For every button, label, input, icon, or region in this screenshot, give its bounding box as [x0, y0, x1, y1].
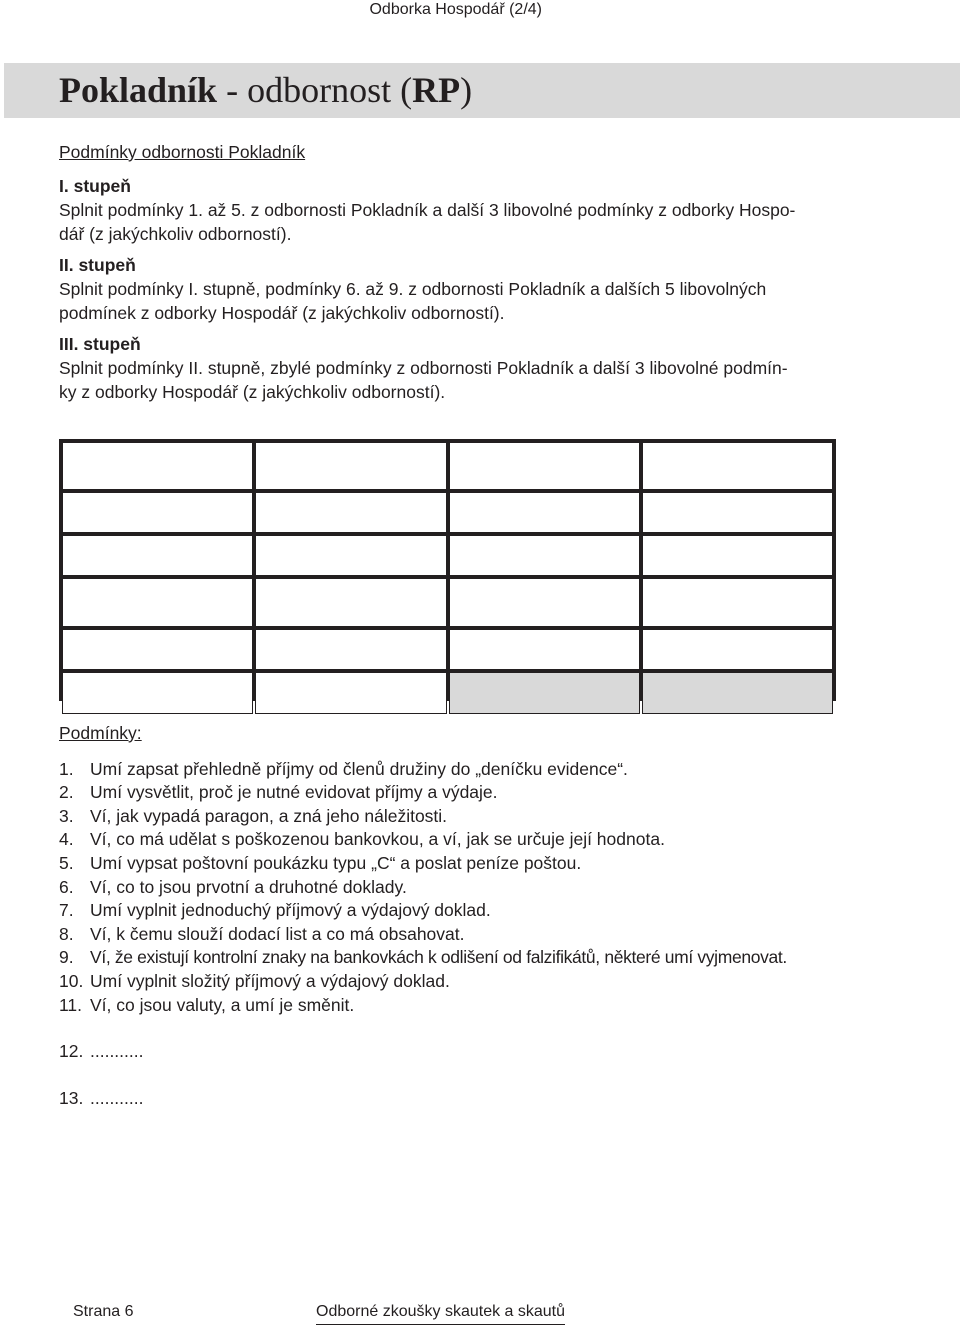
- requirement-item: [59, 805, 859, 829]
- level-text: [59, 277, 839, 325]
- grid-cell: [62, 672, 253, 714]
- requirement-number: 1.: [59, 758, 74, 779]
- grid-cell-shaded: [642, 672, 833, 714]
- grid-cell: [449, 492, 640, 533]
- level-line: Splnit podmínky II. stupně, zbylé podmínky z odbornosti Pokladník a další 3 libovolné podmín-: [59, 358, 788, 378]
- level-3: [59, 332, 839, 404]
- requirement-item: [59, 970, 859, 994]
- requirement-item: [59, 876, 859, 900]
- requirement-text: Ví, že existují kontrolní znaky na bankovkách k odlišení od falzifikátů, některé umí vyjmenovat.: [90, 947, 787, 968]
- level-line: podmínek z odborky Hospodář (z jakýchkoliv odborností).: [59, 303, 505, 323]
- level-line: dář (z jakýchkoliv odborností).: [59, 224, 292, 244]
- requirement-item: [59, 781, 859, 805]
- grid-cell: [642, 535, 833, 576]
- grid-cell: [449, 578, 640, 627]
- running-header: Odborka Hospodář (2/4): [369, 1, 542, 18]
- requirement-number: 4.: [59, 829, 74, 850]
- grid-cell: [255, 492, 446, 533]
- grid-cell: [255, 535, 446, 576]
- grid-cell: [449, 442, 640, 490]
- requirements-section: [59, 722, 859, 1110]
- requirement-placeholder: ...........: [90, 1041, 144, 1062]
- conditions-heading: Podmínky odbornosti Pokladník: [59, 142, 306, 162]
- grid-cell: [642, 442, 833, 490]
- requirement-number: 12.: [59, 1041, 84, 1062]
- requirement-text: Umí vyplnit jednoduchý příjmový a výdajový doklad.: [90, 900, 491, 921]
- requirement-number: 2.: [59, 782, 74, 803]
- grid-cell: [642, 629, 833, 670]
- requirement-number: 9.: [59, 947, 74, 968]
- grid-cell: [449, 629, 640, 670]
- grid-cell: [642, 492, 833, 533]
- requirement-item: [59, 923, 859, 947]
- grid-cell: [255, 672, 446, 714]
- level-line: Splnit podmínky I. stupně, podmínky 6. až 9. z odbornosti Pokladník a dalších 5 libovolných: [59, 279, 767, 299]
- grid-cell: [62, 578, 253, 627]
- title-rest: - odbornost (: [217, 70, 413, 110]
- level-2: [59, 253, 839, 325]
- level-title: II. stupeň: [59, 255, 136, 275]
- requirement-item: [59, 899, 859, 923]
- requirement-number: 5.: [59, 852, 74, 873]
- requirement-text: Ví, co jsou valuty, a umí je směnit.: [90, 994, 355, 1015]
- requirement-text: Umí vypsat poštovní poukázku typu „C“ a poslat peníze poštou.: [90, 852, 582, 873]
- requirement-number: 13.: [59, 1087, 84, 1108]
- requirement-number: 10.: [59, 970, 84, 991]
- grid-cell: [449, 535, 640, 576]
- requirement-placeholder: ...........: [90, 1087, 144, 1108]
- requirement-number: 8.: [59, 923, 74, 944]
- requirement-number: 11.: [59, 994, 83, 1015]
- title-abbreviation: RP: [412, 70, 461, 110]
- requirement-number: 6.: [59, 876, 74, 897]
- requirement-item-blank: [59, 1040, 859, 1064]
- grid-cell-shaded: [449, 672, 640, 714]
- requirement-item: [59, 946, 859, 970]
- page-title: [59, 66, 472, 114]
- requirement-text: Ví, co to jsou prvotní a druhotné doklady.: [90, 876, 407, 897]
- requirement-text: Umí vysvětlit, proč je nutné evidovat příjmy a výdaje.: [90, 782, 498, 803]
- grid-cell: [62, 442, 253, 490]
- requirement-text: Umí zapsat přehledně příjmy od členů družiny do „deníčku evidence“.: [90, 758, 628, 779]
- requirement-item: [59, 852, 859, 876]
- signature-grid: [59, 439, 836, 701]
- requirement-number: 3.: [59, 805, 74, 826]
- grid-cell: [642, 578, 833, 627]
- title-close: ): [460, 70, 473, 110]
- title-main: Pokladník: [59, 70, 218, 110]
- level-title: III. stupeň: [59, 334, 141, 354]
- level-text: [59, 356, 839, 404]
- grid-cell: [255, 578, 446, 627]
- level-text: [59, 198, 839, 246]
- grid-cell: [255, 442, 446, 490]
- grid-cell: [62, 492, 253, 533]
- grid-cell: [255, 629, 446, 670]
- requirement-item: [59, 994, 859, 1018]
- requirement-item: [59, 758, 859, 782]
- conditions-section: [59, 140, 839, 411]
- footer-book-title: Odborné zkoušky skautek a skautů: [316, 1302, 565, 1325]
- requirement-text: Umí vyplnit složitý příjmový a výdajový doklad.: [90, 970, 450, 991]
- requirement-item-blank: [59, 1087, 859, 1111]
- level-1: [59, 174, 839, 246]
- requirement-text: Ví, k čemu slouží dodací list a co má obsahovat.: [90, 923, 465, 944]
- level-title: I. stupeň: [59, 176, 131, 196]
- grid-cell: [62, 535, 253, 576]
- requirement-text: Ví, jak vypadá paragon, a zná jeho náležitosti.: [90, 805, 448, 826]
- level-line: Splnit podmínky 1. až 5. z odbornosti Pokladník a další 3 libovolné podmínky z odborky Hospo-: [59, 200, 796, 220]
- grid-cell: [62, 629, 253, 670]
- page-number: Strana 6: [73, 1303, 134, 1320]
- level-line: ky z odborky Hospodář (z jakýchkoliv odborností).: [59, 382, 446, 402]
- requirements-heading: Podmínky:: [59, 723, 142, 743]
- requirement-text: Ví, co má udělat s poškozenou bankovkou, a ví, jak se určuje její hodnota.: [90, 829, 665, 850]
- requirement-item: [59, 828, 859, 852]
- requirement-number: 7.: [59, 900, 74, 921]
